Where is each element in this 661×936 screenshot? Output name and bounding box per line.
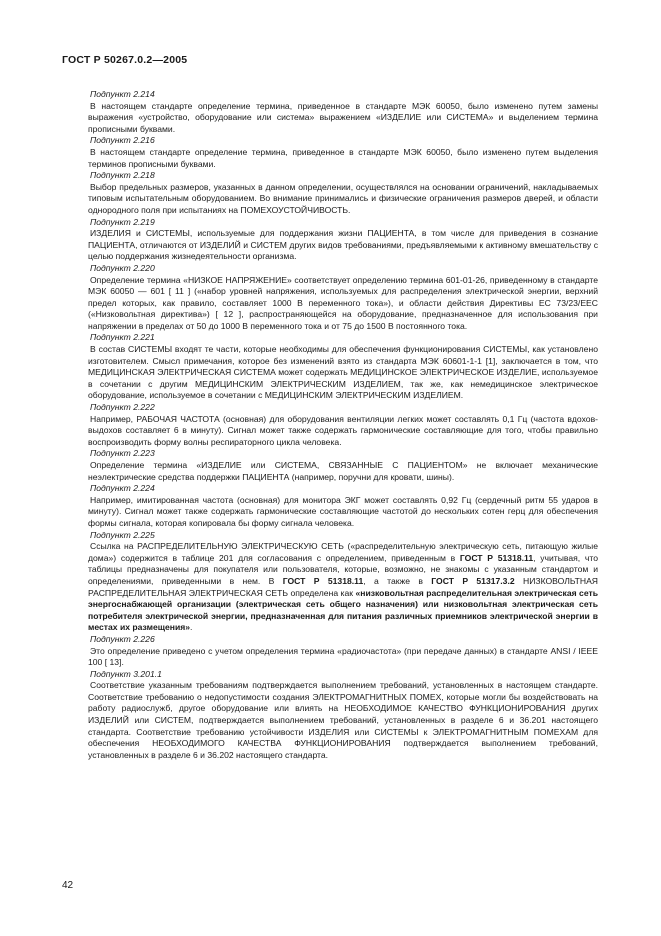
text-run: НИЗКОВОЛЬТНАЯ РАСПРЕДЕЛИТЕЛЬНАЯ ЭЛЕКТРИЧЕСКАЯ СЕТЬ определена как	[88, 575, 599, 598]
bold-text: ГОСТ Р 51318.11	[459, 552, 534, 563]
text-run: ИЗДЕЛИЯ и СИСТЕМЫ, используемые для поддержания жизни ПАЦИЕНТА, в том числе для приведения в сознание ПАЦИЕНТА, отличаются от ИЗДЕЛИЙ и СИСТЕМ других видов требованиями, предъявляемыми к активному вмешательству с целью поддержания жизнедеятельности организма.	[88, 228, 598, 262]
paragraph	[88, 495, 598, 530]
paragraph	[88, 460, 598, 483]
bold-text: ГОСТ Р 51318.11	[282, 575, 364, 586]
text-run: , учитывая, что таблицы предназначены для покупателя или пользователя, которые, возможно, не знакомы с указанным стандартом и определениями, приведенными в нем. В	[88, 552, 599, 586]
text-run: Выбор предельных размеров, указанных в данном определении, осуществлялся на основании ограничений, накладываемых типовым испытательным оборудованием. Во внимание принимались и физические ограничения размеров дверей, и области однородного поля при испытаниях на ПОМЕХОУСТОЙЧИВОСТЬ.	[88, 181, 598, 215]
subclause-label: Подпункт 2.219	[90, 216, 155, 227]
paragraph	[88, 228, 598, 263]
bold-text: ГОСТ Р 51317.3.2	[431, 575, 515, 586]
paragraph	[88, 101, 598, 136]
subclause-label: Подпункт 2.224	[90, 483, 155, 494]
subclause-label: Подпункт 2.216	[90, 135, 155, 146]
text-run: В настоящем стандарте определение термина, приведенное в стандарте МЭК 60050, было изменено путем замены выражения «устройство, оборудование или система» выражением «ИЗДЕЛИЕ или СИСТЕМА» и выделением термина прописными буквами.	[88, 100, 598, 134]
subclause-label: Подпункт 2.218	[90, 170, 155, 181]
paragraph	[88, 414, 598, 449]
text-run: Соответствие указанным требованиям подтверждается выполнением требований, установленных в настоящем стандарте. Соответствие требованию о недопустимости создания ЭЛЕКТРОМАГНИТНЫХ ПОМЕХ, которые могли бы воздействовать на работу радиослужб, другое оборудование или влиять на НЕОБХОДИМОЕ КАЧЕСТВО ФУНКЦИОНИРОВАНИЯ других ИЗДЕЛИЙ или СИСТЕМ, подтверждается выполнением требований, установленных в разделе 6 и 36.201 настоящего стандарта. Соответствие требованию устойчивости ИЗДЕЛИЯ или СИСТЕМЫ к ЭЛЕКТРОМАГНИТНЫМ ПОМЕХАМ для обеспечения НЕОБХОДИМОГО КАЧЕСТВА ФУНКЦИОНИРОВАНИЯ подтверждается выполнением требований, установленных в разделе 6 и 36.202 настоящего стандарта.	[88, 680, 598, 760]
paragraph	[88, 344, 598, 402]
text-run: В состав СИСТЕМЫ входят те части, которые необходимы для обеспечения функционирования СИСТЕМЫ, как установлено изготовителем. Смысл примечания, которое без изменений взято из стандарта МЭК 60601-1-1 [1], заключается в том, что МЕДИЦИНСКАЯ ЭЛЕКТРИЧЕСКАЯ СИСТЕМА может содержать МЕДИЦИНСКОЕ ЭЛЕКТРИЧЕСКОЕ ИЗДЕЛИЕ, используемое в сочетании с другим МЕДИЦИНСКИМ ЭЛЕКТРИЧЕСКИМ ИЗДЕЛИЕМ, так же, как немедицинское электрическое оборудование, используемое в сочетании с МЕДИЦИНСКИМ ЭЛЕКТРИЧЕСКИМ ИЗДЕЛИЕМ.	[88, 344, 598, 401]
text-run: , а также в	[363, 575, 432, 586]
subclause-label: Подпункт 3.201.1	[90, 668, 162, 679]
text-run: Например, имитированная частота (основная) для монитора ЭКГ может составлять 0,92 Гц (сердечный ритм 55 ударов в минуту). Сигнал может также содержать гармонические составляющие частотой до нескольких сотен герц для обеспечения формы сигнала, которая копировала бы форму сигнала человека.	[88, 494, 598, 528]
paragraph	[88, 147, 598, 170]
text-run: Определение термина «НИЗКОЕ НАПРЯЖЕНИЕ» соответствует определению термина 601-01-26, приведенному в стандарте МЭК 60050 — 601 [ 11 ] («набор уровней напряжения, используемых для распределения электрической энергии, верхний предел которых, как правило, составляет 1000 В переменного тока»), и области действия Директивы ЕС 73/23/ЕЕС («Низковольтная директива») [ 12 ], распространяющейся на оборудование, предназначенное для использования при напряжении в пределах от 50 до 1000 В переменного тока и от 75 до 1500 В постоянного тока.	[88, 274, 598, 331]
text-run: Например, РАБОЧАЯ ЧАСТОТА (основная) для оборудования вентиляции легких может составлять 0,1 Гц (частота вдохов-выдохов составляет 6 в минуту). Сигнал может также содержать гармонические составляющие для того, чтобы правильно воспроизводить форму волны респираторного цикла человека.	[88, 413, 598, 447]
subclause-label: Подпункт 2.214	[90, 89, 155, 99]
subclause-label: Подпункт 2.223	[90, 448, 155, 459]
subclause-label: Подпункт 2.222	[90, 402, 155, 413]
bold-text: «низковольтная распределительная электрическая сеть энергоснабжающей организации (электрическая сеть общего назначения) или низковольтная электрическая сеть потребителя электрической энергии, предназначенная для питания различных приемников электрической энергии в местах их размещения»	[88, 587, 598, 633]
text-run: .	[190, 622, 193, 633]
subclause-label: Подпункт 2.221	[90, 332, 155, 343]
subclause-label: Подпункт 2.220	[90, 262, 155, 273]
text-run: В настоящем стандарте определение термина, приведенное в стандарте МЭК 60050, было изменено путем выделения терминов прописными буквами.	[88, 146, 598, 169]
text-run: Это определение приведено с учетом определения термина «радиочастота» (при передаче данных) в стандарте ANSI / IEEE 100 [ 13].	[88, 645, 598, 668]
text-run: Ссылка на РАСПРЕДЕЛИТЕЛЬНУЮ ЭЛЕКТРИЧЕСКУЮ СЕТЬ («распределительную электрическую сеть, питающую жилые дома») содержится в таблице 201 для согласования с определением, приведенным в	[88, 541, 598, 563]
subclause-label: Подпункт 2.226	[90, 633, 155, 644]
paragraph	[88, 275, 598, 333]
paragraph	[88, 541, 598, 634]
paragraph	[88, 646, 598, 669]
document-header: ГОСТ Р 50267.0.2—2005	[62, 54, 188, 66]
subclause-label: Подпункт 2.225	[90, 529, 155, 540]
text-run: Определение термина «ИЗДЕЛИЕ или СИСТЕМА, СВЯЗАННЫЕ С ПАЦИЕНТОМ» не включает механические неэлектрические средства поддержки ПАЦИЕНТА (например, поручни для кровати, шины).	[88, 460, 598, 482]
paragraph	[88, 680, 598, 761]
page-number: 42	[62, 880, 74, 891]
document-body	[88, 89, 598, 761]
paragraph	[88, 182, 598, 217]
